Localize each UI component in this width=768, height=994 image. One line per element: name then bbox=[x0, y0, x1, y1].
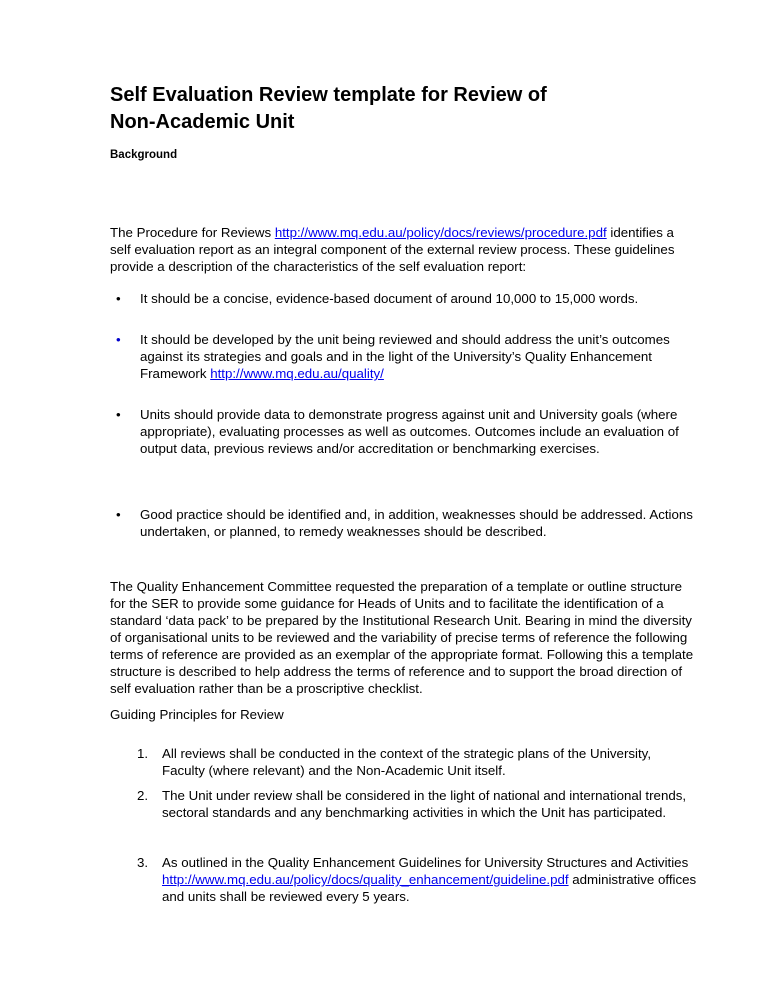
principle-text-end: administrative offices and units shall be reviewed every 5 years. bbox=[162, 872, 697, 904]
guiding-heading: Guiding Principles for Review bbox=[110, 707, 284, 722]
intro-text-end: identifies a self evaluation report as an integral component of the external review process. These guidelines provide a description of the characteristics of the self evaluation report: bbox=[110, 225, 675, 274]
bullet-text: It should be developed by the unit being reviewed and should address the unit’s outcomes against its strategies and goals and in the light of the University’s Quality Enhancement Framework bbox=[140, 332, 670, 381]
principle-text: The Unit under review shall be considered in the light of national and international trends, sectoral standards and any benchmarking activities in which the Unit has participated. bbox=[162, 788, 687, 820]
principle-text: All reviews shall be conducted in the context of the strategic plans of the University, Faculty (where relevant) and the Non-Academic Unit itself. bbox=[162, 746, 652, 778]
principle-item bbox=[137, 787, 697, 821]
bullet-item bbox=[116, 506, 695, 540]
guideline-link[interactable]: http://www.mq.edu.au/policy/docs/quality_enhancement/guideline.pdf bbox=[162, 872, 569, 887]
bullet-text: Good practice should be identified and, in addition, weaknesses should be addressed. Actions undertaken, or planned, to remedy weaknesses should be described. bbox=[140, 507, 693, 539]
quality-framework-link[interactable]: http://www.mq.edu.au/quality/ bbox=[210, 366, 384, 381]
bullet-icon: • bbox=[116, 407, 121, 422]
bullet-item bbox=[116, 290, 695, 307]
paragraph-2: The Quality Enhancement Committee requested the preparation of a template or outline structure for the SER to provide some guidance for Heads of Units and to facilitate the identification of a standard ‘data pack’ to be prepared by the Institutional Research Unit. Bearing in mind the diversity of organisational units to be reviewed and the variability of precise terms of reference the following terms of reference are provided as an exemplar of the appropriate format. Following this a template structure is described to help address the terms of reference and to support the broad direction of self evaluation rather than be a proscriptive checklist. bbox=[110, 579, 694, 696]
bullet-icon: • bbox=[116, 507, 121, 522]
bullet-icon: • bbox=[116, 291, 121, 306]
principle-item bbox=[137, 745, 697, 779]
bullet-item bbox=[116, 406, 695, 457]
list-number: 1. bbox=[137, 746, 149, 761]
document-title: Self Evaluation Review template for Review of Non-Academic Unit bbox=[110, 84, 547, 133]
principle-item bbox=[137, 854, 697, 905]
bullet-text: Units should provide data to demonstrate progress against unit and University goals (where appropriate), evaluating processes as well as outcomes. Outcomes include an evaluation of output data, previous reviews and/or accreditation or benchmarking exercises. bbox=[140, 407, 679, 456]
bullet-icon: • bbox=[116, 332, 121, 347]
procedure-link[interactable]: http://www.mq.edu.au/policy/docs/reviews/procedure.pdf bbox=[274, 225, 607, 240]
list-number: 3. bbox=[137, 855, 149, 870]
principle-text: As outlined in the Quality Enhancement Guidelines for University Structures and Activities bbox=[162, 855, 689, 870]
list-number: 2. bbox=[137, 788, 149, 803]
intro-paragraph bbox=[110, 224, 690, 275]
bullet-text: It should be a concise, evidence-based document of around 10,000 to 15,000 words. bbox=[140, 291, 639, 306]
background-heading: Background bbox=[110, 149, 178, 161]
intro-text: The Procedure for Reviews bbox=[110, 225, 275, 240]
bullet-item bbox=[116, 331, 695, 382]
